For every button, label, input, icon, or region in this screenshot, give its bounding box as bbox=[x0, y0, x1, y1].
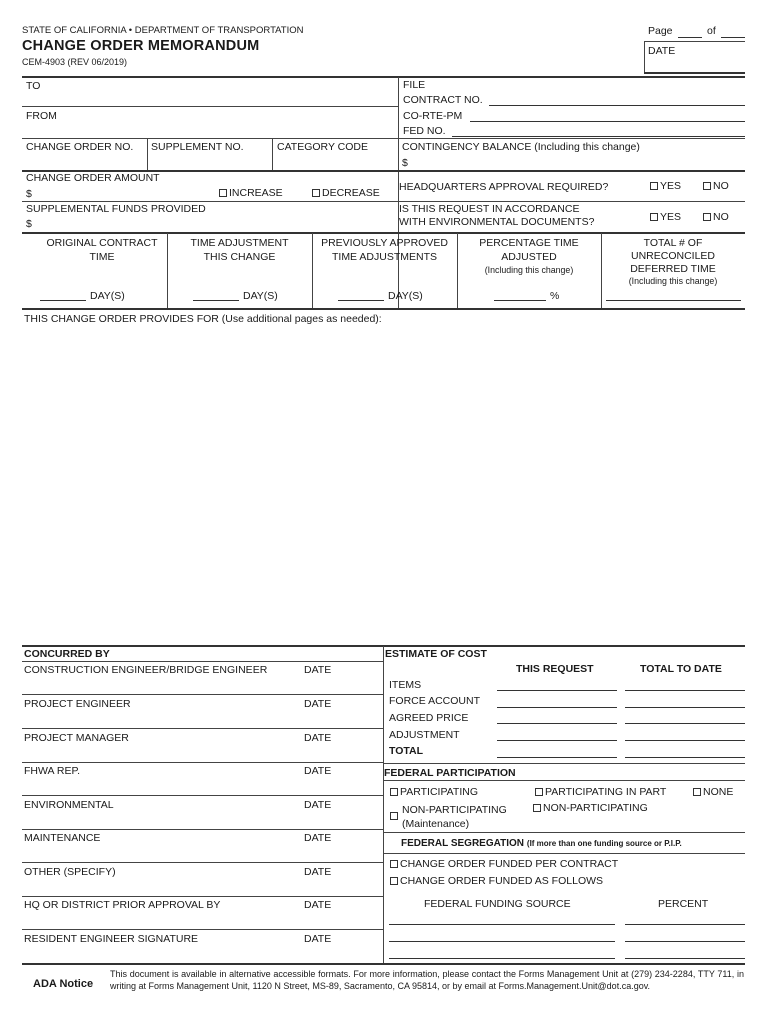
estimate-heading: ESTIMATE OF COST bbox=[385, 648, 487, 660]
concur-signature-line[interactable] bbox=[22, 929, 383, 930]
funded-as-follows-checkbox[interactable]: CHANGE ORDER FUNDED AS FOLLOWS bbox=[390, 875, 603, 887]
change-order-amount-dollar[interactable]: $ bbox=[26, 188, 32, 200]
concurred-by-heading: CONCURRED BY bbox=[24, 648, 110, 660]
percentage-field[interactable] bbox=[494, 300, 546, 301]
contract-no-field[interactable] bbox=[489, 105, 745, 106]
fed-no-label: FED NO. bbox=[403, 125, 446, 137]
funding-source-field[interactable] bbox=[389, 941, 615, 942]
page-label: Page bbox=[648, 25, 673, 37]
concur-row-label: CONSTRUCTION ENGINEER/BRIDGE ENGINEER bbox=[24, 664, 268, 676]
contract-no-label: CONTRACT NO. bbox=[403, 94, 483, 106]
agreed-price-label: AGREED PRICE bbox=[389, 712, 469, 724]
percentage-heading-2: ADJUSTED bbox=[501, 251, 557, 263]
percentage-note: (Including this change) bbox=[484, 265, 574, 275]
ada-notice-text: This document is available in alternative accessible formats. For more information, please contact the Forms Management Unit at (279) 234-2284, TTY 711, in writing at Forms Management Unit, 1120 N Street, MS-89, Sacramento, CA 95814, or by email at Forms.Management.Unit@dot.ca.gov. bbox=[110, 969, 744, 991]
funding-source-field[interactable] bbox=[389, 958, 615, 959]
funding-source-field[interactable] bbox=[389, 924, 615, 925]
hq-yes-checkbox[interactable]: YES bbox=[650, 180, 681, 192]
federal-participation-heading: FEDERAL PARTICIPATION bbox=[384, 767, 516, 779]
concur-row-label: PROJECT MANAGER bbox=[24, 732, 129, 744]
hq-no-checkbox[interactable]: NO bbox=[703, 180, 729, 192]
non-participating-maint-line2: (Maintenance) bbox=[402, 818, 470, 830]
adjustment-heading-2: THIS CHANGE bbox=[203, 251, 276, 263]
form-title: CHANGE ORDER MEMORANDUM bbox=[22, 38, 260, 54]
concur-signature-line[interactable] bbox=[22, 728, 383, 729]
deferred-time-heading-3: DEFERRED TIME bbox=[630, 263, 716, 275]
non-participating-maintenance-checkbox[interactable] bbox=[390, 810, 400, 822]
total-this-request-field[interactable] bbox=[497, 757, 617, 758]
this-request-heading: THIS REQUEST bbox=[516, 663, 594, 675]
checkbox-icon bbox=[390, 860, 398, 868]
hq-approval-label: HEADQUARTERS APPROVAL REQUIRED? bbox=[399, 181, 609, 193]
concur-signature-line[interactable] bbox=[22, 762, 383, 763]
federal-segregation-heading: FEDERAL SEGREGATION (If more than one funding source or P.I.P. bbox=[401, 838, 682, 849]
ada-notice-label: ADA Notice bbox=[33, 978, 94, 990]
non-participating-checkbox[interactable]: NON-PARTICIPATING bbox=[533, 802, 648, 814]
agreed-price-total-field[interactable] bbox=[625, 723, 745, 724]
contingency-balance-label: CONTINGENCY BALANCE (Including this change) bbox=[402, 141, 640, 153]
provides-for-label: THIS CHANGE ORDER PROVIDES FOR (Use additional pages as needed): bbox=[24, 313, 382, 325]
concur-row-label: HQ OR DISTRICT PRIOR APPROVAL BY bbox=[24, 899, 221, 911]
concur-row-label: FHWA REP. bbox=[24, 765, 81, 777]
concur-signature-line[interactable] bbox=[22, 694, 383, 695]
concur-signature-line[interactable] bbox=[22, 829, 383, 830]
change-order-no-label: CHANGE ORDER NO. bbox=[26, 141, 134, 153]
header-date-label: DATE bbox=[648, 45, 676, 57]
items-label: ITEMS bbox=[389, 679, 422, 691]
total-label: TOTAL bbox=[389, 745, 424, 757]
force-account-total-field[interactable] bbox=[625, 707, 745, 708]
decrease-checkbox[interactable]: DECREASE bbox=[312, 187, 380, 199]
supplemental-funds-label: SUPPLEMENTAL FUNDS PROVIDED bbox=[26, 203, 206, 215]
agreed-price-this-request-field[interactable] bbox=[497, 723, 617, 724]
deferred-time-field[interactable] bbox=[606, 300, 741, 301]
deferred-time-heading-2: UNRECONCILED bbox=[630, 250, 715, 262]
checkbox-icon bbox=[693, 788, 701, 796]
provides-for-textarea[interactable] bbox=[22, 330, 745, 638]
env-question-line1: IS THIS REQUEST IN ACCORDANCE bbox=[399, 203, 580, 215]
from-label: FROM bbox=[26, 110, 57, 122]
original-days-label: DAY(S) bbox=[90, 290, 125, 302]
previous-adjustments-heading-1: PREVIOUSLY APPROVED bbox=[321, 237, 448, 249]
previous-adjustments-field[interactable] bbox=[338, 300, 384, 301]
adjustment-total-field[interactable] bbox=[625, 740, 745, 741]
agency-name: STATE OF CALIFORNIA • DEPARTMENT OF TRANSPORTATION bbox=[22, 25, 304, 36]
items-this-request-field[interactable] bbox=[497, 690, 617, 691]
deferred-time-heading-1: TOTAL # OF bbox=[643, 237, 703, 249]
adjustment-heading-1: TIME ADJUSTMENT bbox=[190, 237, 289, 249]
header-date-field[interactable] bbox=[644, 72, 745, 74]
participating-in-part-checkbox[interactable]: PARTICIPATING IN PART bbox=[535, 786, 666, 798]
percent-heading: PERCENT bbox=[658, 898, 709, 910]
env-no-checkbox[interactable]: NO bbox=[703, 211, 729, 223]
concur-date-label: DATE bbox=[304, 698, 332, 710]
fed-no-field[interactable] bbox=[452, 136, 745, 137]
percentage-heading-1: PERCENTAGE TIME bbox=[479, 237, 579, 249]
supplemental-funds-dollar[interactable]: $ bbox=[26, 218, 32, 230]
adjustment-field[interactable] bbox=[193, 300, 239, 301]
concur-date-label: DATE bbox=[304, 664, 332, 676]
force-account-this-request-field[interactable] bbox=[497, 707, 617, 708]
none-checkbox[interactable]: NONE bbox=[693, 786, 733, 798]
checkbox-icon bbox=[390, 812, 398, 820]
funding-source-heading: FEDERAL FUNDING SOURCE bbox=[424, 898, 571, 910]
concur-date-label: DATE bbox=[304, 799, 332, 811]
concur-date-label: DATE bbox=[304, 732, 332, 744]
funding-percent-field[interactable] bbox=[625, 941, 745, 942]
checkbox-icon bbox=[390, 877, 398, 885]
checkbox-icon bbox=[533, 804, 541, 812]
supplement-no-label: SUPPLEMENT NO. bbox=[151, 141, 244, 153]
checkbox-icon bbox=[650, 182, 658, 190]
to-label: TO bbox=[26, 80, 41, 92]
category-code-label: CATEGORY CODE bbox=[277, 141, 369, 153]
checkbox-icon bbox=[535, 788, 543, 796]
checkbox-icon bbox=[390, 788, 398, 796]
original-time-heading-1: ORIGINAL CONTRACT bbox=[46, 237, 158, 249]
concur-date-label: DATE bbox=[304, 933, 332, 945]
concur-date-label: DATE bbox=[304, 899, 332, 911]
change-order-amount-label: CHANGE ORDER AMOUNT bbox=[26, 172, 160, 184]
force-account-label: FORCE ACCOUNT bbox=[389, 695, 481, 707]
items-total-field[interactable] bbox=[625, 690, 745, 691]
concur-signature-line[interactable] bbox=[22, 862, 383, 863]
env-question-line2: WITH ENVIRONMENTAL DOCUMENTS? bbox=[399, 216, 595, 228]
co-rte-pm-field[interactable] bbox=[470, 121, 745, 122]
previous-days-label: DAY(S) bbox=[388, 290, 423, 302]
increase-checkbox[interactable]: INCREASE bbox=[219, 187, 283, 199]
adjustment-days-label: DAY(S) bbox=[243, 290, 278, 302]
concur-date-label: DATE bbox=[304, 832, 332, 844]
concur-row-label: MAINTENANCE bbox=[24, 832, 101, 844]
env-yes-checkbox[interactable]: YES bbox=[650, 211, 681, 223]
concur-row-label: OTHER (SPECIFY) bbox=[24, 866, 116, 878]
concur-signature-line[interactable] bbox=[22, 896, 383, 897]
total-to-date-heading: TOTAL TO DATE bbox=[640, 663, 722, 675]
checkbox-icon bbox=[703, 213, 711, 221]
deferred-time-note: (Including this change) bbox=[628, 276, 718, 286]
original-time-field[interactable] bbox=[40, 300, 86, 301]
of-label: of bbox=[707, 25, 716, 37]
total-to-date-field[interactable] bbox=[625, 757, 745, 758]
previous-adjustments-heading-2: TIME ADJUSTMENTS bbox=[331, 251, 437, 263]
funded-per-contract-checkbox[interactable]: CHANGE ORDER FUNDED PER CONTRACT bbox=[390, 858, 618, 870]
checkbox-icon bbox=[312, 189, 320, 197]
form-id: CEM-4903 (REV 06/2019) bbox=[22, 57, 128, 67]
non-participating-maint-line1: NON-PARTICIPATING bbox=[402, 804, 507, 816]
page-total-field[interactable] bbox=[721, 37, 745, 38]
concur-row-label: PROJECT ENGINEER bbox=[24, 698, 131, 710]
file-label: FILE bbox=[403, 79, 426, 91]
concur-date-label: DATE bbox=[304, 765, 332, 777]
participating-checkbox[interactable]: PARTICIPATING bbox=[390, 786, 478, 798]
original-time-heading-2: TIME bbox=[89, 251, 115, 263]
checkbox-icon bbox=[650, 213, 658, 221]
concur-row-label: ENVIRONMENTAL bbox=[24, 799, 114, 811]
adjustment-label: ADJUSTMENT bbox=[389, 729, 460, 741]
concur-signature-line[interactable] bbox=[22, 795, 383, 796]
concur-date-label: DATE bbox=[304, 866, 332, 878]
checkbox-icon bbox=[219, 189, 227, 197]
concur-row-label: RESIDENT ENGINEER SIGNATURE bbox=[24, 933, 199, 945]
checkbox-icon bbox=[703, 182, 711, 190]
contingency-dollar[interactable]: $ bbox=[402, 157, 408, 169]
percent-sign: % bbox=[550, 290, 560, 302]
co-rte-pm-label: CO-RTE-PM bbox=[403, 110, 463, 122]
funding-percent-field[interactable] bbox=[625, 924, 745, 925]
to-field[interactable] bbox=[22, 106, 398, 107]
page-number-field[interactable] bbox=[678, 37, 702, 38]
adjustment-this-request-field[interactable] bbox=[497, 740, 617, 741]
funding-percent-field[interactable] bbox=[625, 958, 745, 959]
